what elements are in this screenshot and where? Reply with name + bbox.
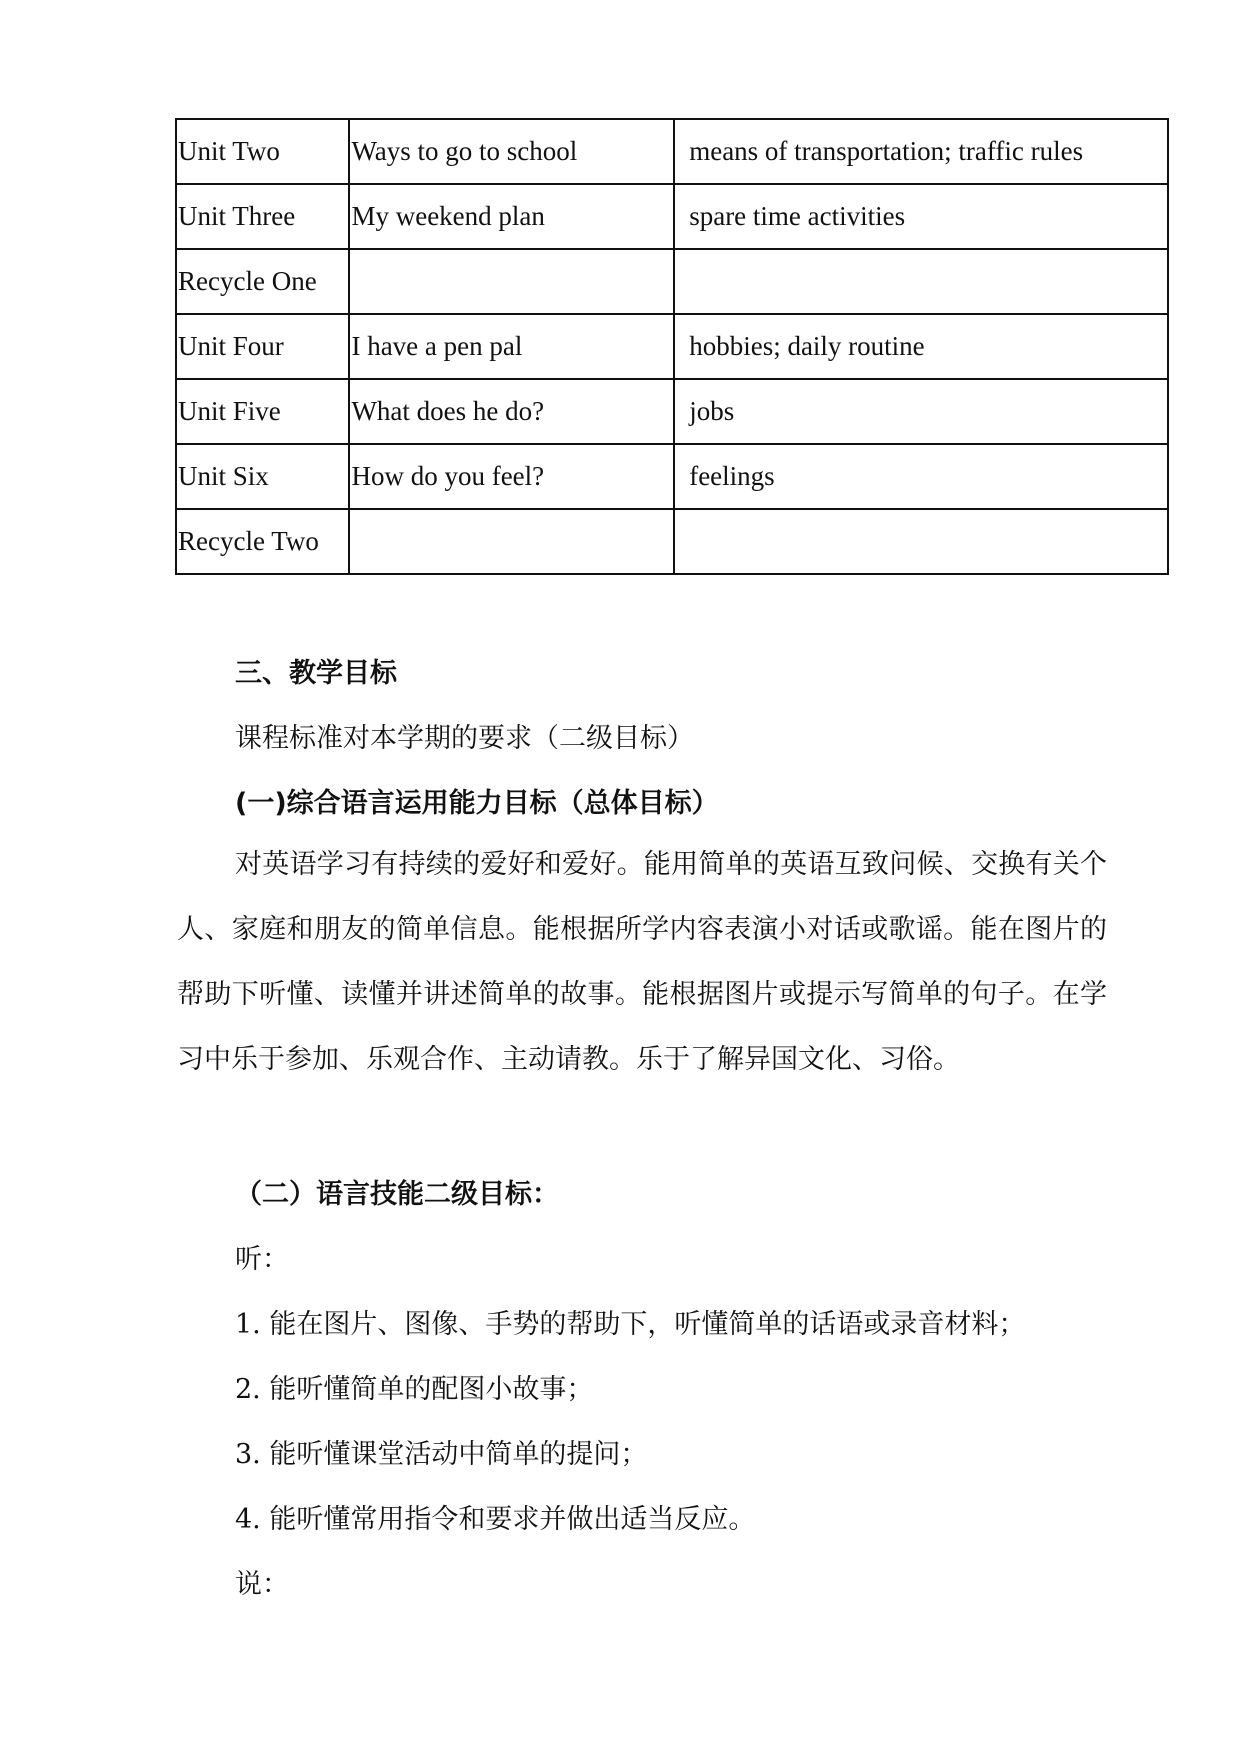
table-row (176, 314, 1168, 379)
table-cell-topic: jobs (674, 379, 1168, 444)
table-cell-title: Ways to go to school (349, 119, 674, 184)
table-cell-topic: feelings (674, 444, 1168, 509)
speaking-label: 说： (235, 1569, 289, 1600)
table-row (176, 249, 1168, 314)
table-cell-topic: spare time activities (674, 184, 1168, 249)
table-cell-title: What does he do? (349, 379, 674, 444)
table-row (176, 119, 1168, 184)
table-cell-title (349, 509, 674, 574)
table-row (176, 184, 1168, 249)
table-cell-topic: means of transportation; traffic rules (674, 119, 1168, 184)
section-heading: 三、教学目标 (235, 658, 397, 689)
table-row (176, 509, 1168, 574)
list-item: 1. 能在图片、图像、手势的帮助下，听懂简单的话语或录音材料； (235, 1309, 1026, 1340)
table-cell-title (349, 249, 674, 314)
table-row (176, 379, 1168, 444)
table-cell-title: How do you feel? (349, 444, 674, 509)
table-cell-unit: Unit Five (176, 379, 349, 444)
table-cell-title: I have a pen pal (349, 314, 674, 379)
table-cell-topic (674, 249, 1168, 314)
subsection-heading: （二）语言技能二级目标： (235, 1179, 559, 1210)
table-cell-topic (674, 509, 1168, 574)
table-cell-unit: Unit Three (176, 184, 349, 249)
table-cell-unit: Recycle One (176, 249, 349, 314)
table-cell-unit: Recycle Two (176, 509, 349, 574)
table-row (176, 444, 1168, 509)
table-cell-unit: Unit Two (176, 119, 349, 184)
table-cell-title: My weekend plan (349, 184, 674, 249)
section-intro: 课程标准对本学期的要求（二级目标） (235, 723, 694, 754)
listening-label: 听： (235, 1244, 289, 1275)
subsection-heading: (一)综合语言运用能力目标（总体目标） (235, 788, 719, 819)
list-item: 2. 能听懂简单的配图小故事； (235, 1374, 594, 1405)
table-cell-topic: hobbies; daily routine (674, 314, 1168, 379)
list-item: 3. 能听懂课堂活动中简单的提问； (235, 1439, 648, 1470)
overall-goal-paragraph: 对英语学习有持续的爱好和爱好。能用简单的英语互致问候、交换有关个人、家庭和朋友的简单信息。能根据所学内容表演小对话或歌谣。能在图片的帮助下听懂、读懂并讲述简单的故事。能根据图片或提示写简单的句子。在学习中乐于参加、乐观合作、主动请教。乐于了解异国文化、习俗。 (177, 849, 1107, 1075)
table-cell-unit: Unit Four (176, 314, 349, 379)
unit-topics-table (175, 118, 1169, 575)
list-item: 4. 能听懂常用指令和要求并做出适当反应。 (235, 1504, 756, 1535)
table-cell-unit: Unit Six (176, 444, 349, 509)
